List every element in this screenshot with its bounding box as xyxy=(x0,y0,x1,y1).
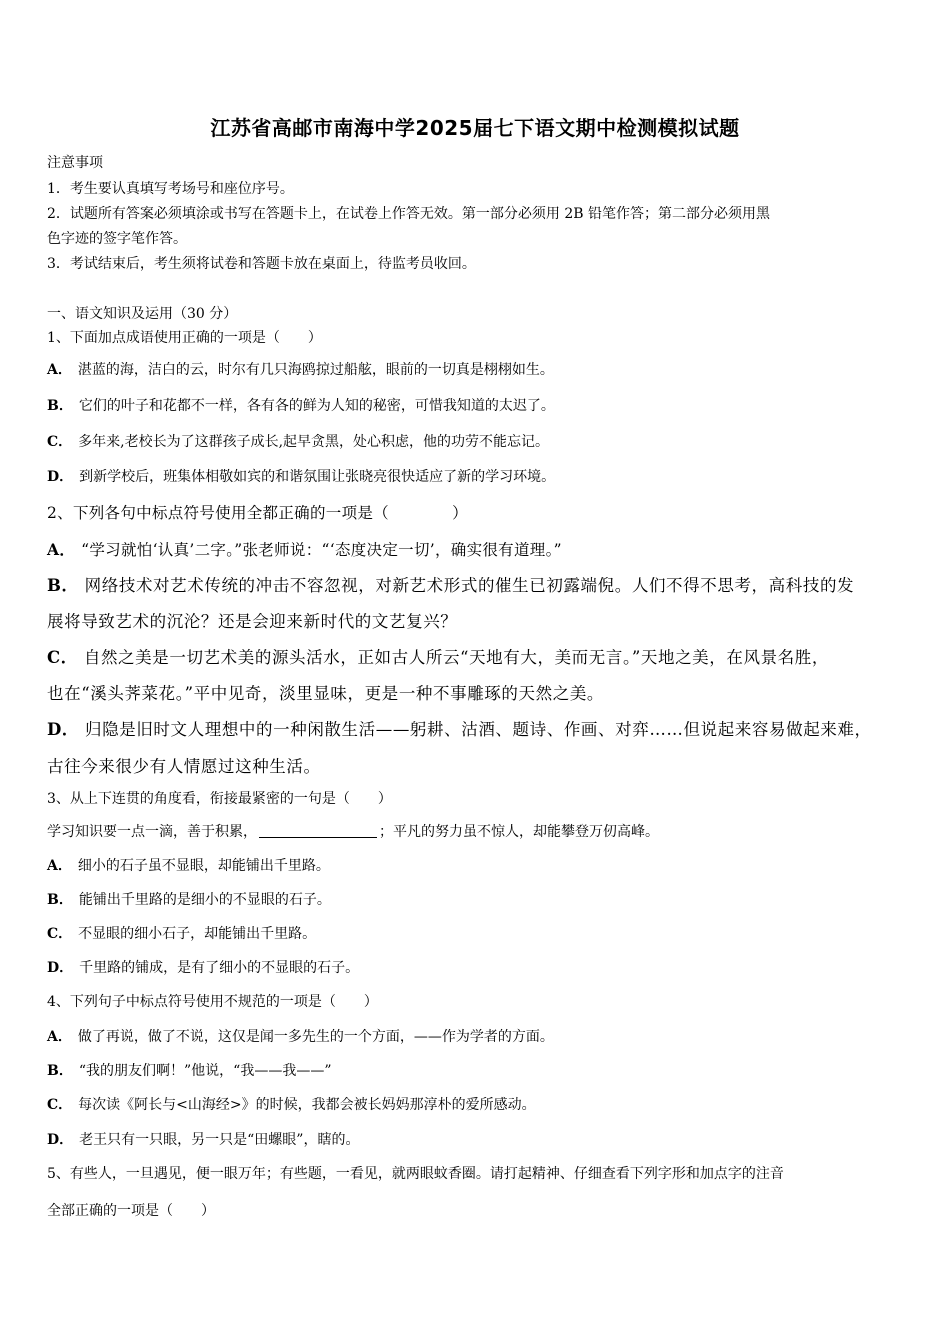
notice-item-3: 3．考试结束后，考生须将试卷和答题卡放在桌面上，待监考员收回。 xyxy=(47,256,476,272)
option-text: 归隐是旧时文人理想中的一种闲散生活——躬耕、沽酒、题诗、作画、对弈……但说起来容易做起来难， xyxy=(85,720,872,739)
option-label: D． xyxy=(47,960,74,976)
q4-stem: 4、下列句子中标点符号使用不规范的一项是（ ） xyxy=(47,994,378,1010)
q2-option-a xyxy=(47,538,907,560)
option-text: 多年来,老校长为了这群孩子成长,起早贪黑，处心积虑，他的功劳不能忘记。 xyxy=(78,434,550,450)
option-label: C． xyxy=(47,926,73,942)
q1-option-b xyxy=(47,395,907,415)
option-label: A． xyxy=(47,362,72,378)
q3-option-b xyxy=(47,889,907,909)
notice-heading: 注意事项 xyxy=(47,155,103,171)
option-label: B． xyxy=(47,398,73,414)
q2-option-b-cont: 展将导致艺术的沉沦？还是会迎来新时代的文艺复兴？ xyxy=(47,612,458,631)
q3-option-d xyxy=(47,957,907,977)
q3-context-after: ；平凡的努力虽不惊人，却能攀登万仞高峰。 xyxy=(379,824,659,840)
option-label: D． xyxy=(47,1132,74,1148)
option-text: 细小的石子虽不显眼，却能铺出千里路。 xyxy=(77,858,330,874)
q3-option-c xyxy=(47,923,907,943)
q2-stem: 2、下列各句中标点符号使用全都正确的一项是（ ） xyxy=(47,504,468,522)
option-label: C． xyxy=(47,434,73,450)
option-label: B． xyxy=(47,1063,73,1079)
q1-option-a xyxy=(47,359,907,379)
option-label: D． xyxy=(47,469,74,485)
option-text: 它们的叶子和花都不一样，各有各的鲜为人知的秘密，可惜我知道的太迟了。 xyxy=(78,398,555,414)
section-heading: 一、语文知识及运用（30 分） xyxy=(47,306,238,322)
q4-option-b xyxy=(47,1060,907,1080)
option-text: 千里路的铺成，是有了细小的不显眼的石子。 xyxy=(79,960,360,976)
q2-option-b xyxy=(47,572,907,596)
option-label: A． xyxy=(47,540,76,559)
q1-option-d xyxy=(47,466,907,486)
option-text: “学习就怕‘认真’二字。”张老师说：“‘态度决定一切’，确实很有道理。” xyxy=(81,541,562,559)
option-text: 老王只有一只眼，另一只是“田螺眼”，瞎的。 xyxy=(79,1132,360,1148)
q3-context xyxy=(47,821,907,841)
q2-option-d-cont: 古往今来很少有人情愿过这种生活。 xyxy=(47,757,321,776)
q5-stem-cont: 全部正确的一项是（ ） xyxy=(47,1203,215,1219)
answer-blank xyxy=(259,823,377,838)
option-text: 不显眼的细小石子，却能铺出千里路。 xyxy=(78,926,317,942)
option-text: 自然之美是一切艺术美的源头活水，正如古人所云“天地有大，美而无言。”天地之美，在风景名胜， xyxy=(83,648,829,667)
q4-option-c xyxy=(47,1094,907,1114)
option-label: A． xyxy=(47,1029,72,1045)
notice-item-2-cont: 色字迹的签字笔作答。 xyxy=(47,231,187,247)
option-text: 每次读《阿长与<山海经>》的时候，我都会被长妈妈那淳朴的爱所感动。 xyxy=(78,1097,536,1113)
option-text: 网络技术对艺术传统的冲击不容忽视，对新艺术形式的催生已初露端倪。人们不得不思考，高科技的发 xyxy=(84,576,855,595)
q5-stem: 5、有些人，一旦遇见，便一眼万年；有些题，一看见，就两眼蚊香圈。请打起精神、仔细查看下列字形和加点字的注音 xyxy=(47,1166,784,1182)
notice-item-2: 2．试题所有答案必须填涂或书写在答题卡上，在试卷上作答无效。第一部分必须用 2B 铅笔作答；第二部分必须用黑 xyxy=(47,206,770,222)
option-text: 能铺出千里路的是细小的不显眼的石子。 xyxy=(78,892,331,908)
notice-item-1: 1．考生要认真填写考场号和座位序号。 xyxy=(47,181,294,197)
option-label: B． xyxy=(47,576,79,595)
q4-option-d xyxy=(47,1129,907,1149)
q3-option-a xyxy=(47,855,907,875)
option-text: “我的朋友们啊！”他说，“我——我——” xyxy=(78,1063,332,1079)
q2-option-d xyxy=(47,716,907,740)
option-label: C． xyxy=(47,1097,73,1113)
q1-stem: 1、下面加点成语使用正确的一项是（ ） xyxy=(47,330,322,346)
option-text: 湛蓝的海，洁白的云，时尔有几只海鸥掠过船舷，眼前的一切真是栩栩如生。 xyxy=(77,362,554,378)
option-text: 做了再说，做了不说，这仅是闻一多先生的一个方面，——作为学者的方面。 xyxy=(77,1029,554,1045)
option-label: B． xyxy=(47,892,73,908)
option-label: C． xyxy=(47,648,78,667)
option-text: 到新学校后，班集体相敬如宾的和谐氛围让张晓亮很快适应了新的学习环境。 xyxy=(79,469,556,485)
option-label: A． xyxy=(47,858,72,874)
q3-stem: 3、从上下连贯的角度看，衔接最紧密的一句是（ ） xyxy=(47,791,392,807)
q4-option-a xyxy=(47,1026,907,1046)
option-label: D． xyxy=(47,720,80,739)
q2-option-c xyxy=(47,644,907,668)
q2-option-c-cont: 也在“溪头荠菜花。”平中见奇，淡里显味，更是一种不事雕琢的天然之美。 xyxy=(47,684,605,703)
exam-title: 江苏省高邮市南海中学2025届七下语文期中检测模拟试题 xyxy=(210,116,740,140)
q1-option-c xyxy=(47,431,907,451)
q3-context-before: 学习知识要一点一滴，善于积累， xyxy=(47,824,257,840)
